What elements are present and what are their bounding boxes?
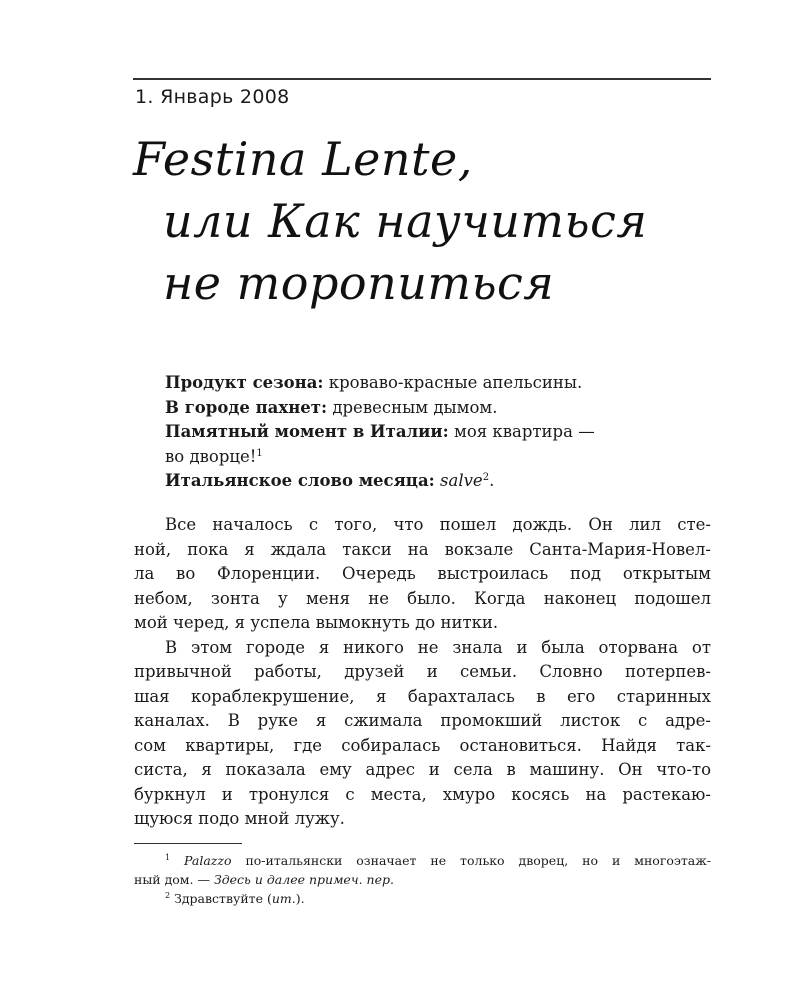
footnote-1-cont-italic: Здесь и далее примеч. пер.	[213, 872, 394, 887]
footnote-2-number: 2	[165, 891, 171, 900]
fact-italian-word	[165, 469, 725, 494]
paragraph-1	[134, 513, 711, 636]
fact-memorable-moment	[165, 420, 725, 445]
footnote-1-cont: ный дом. —	[134, 872, 214, 887]
text-line: сом квартиры, где собиралась остановиться. Найдя так-	[134, 735, 711, 755]
body-text	[134, 513, 711, 832]
chapter-label: 1. Январь 2008	[135, 86, 290, 108]
text-line: систа, я показала ему адрес и села в машину. Он что-то	[134, 760, 711, 779]
footnote-1-line-2	[134, 870, 711, 889]
text-line: буркнул и тронулся с места, хмуро косясь на растекаю-	[134, 784, 711, 804]
text-line: ной, пока я ждала такси на вокзале Санта-Мария-Новел-	[134, 539, 711, 559]
footnote-rule	[134, 843, 242, 844]
text-line: шая кораблекрушение, я барахталась в его старинных	[134, 686, 711, 706]
fact-label: Итальянское слово месяца:	[165, 471, 435, 490]
footnote-1-text: по-итальянски означает не только дворец, но и многоэтаж-	[231, 853, 711, 868]
fact-label: Продукт сезона:	[165, 373, 324, 392]
title-line-3: не торопиться	[163, 256, 555, 310]
text-line: мой черед, я успела вымокнуть до нитки.	[134, 613, 499, 632]
fact-value-tail: .	[489, 471, 495, 490]
text-line: щуюся подо мной лужу.	[134, 809, 345, 828]
fact-label: Памятный момент в Италии:	[165, 422, 449, 441]
text-line: привычной работы, друзей и семьи. Словно потерпев-	[134, 662, 711, 681]
fact-value: кроваво-красные апельсины.	[323, 373, 583, 392]
paragraph-2	[134, 636, 711, 832]
text-line: Все началось с того, что пошел дождь. Он лил сте-	[165, 515, 711, 534]
text-line: небом, зонта у меня не было. Когда наконец подошел	[134, 588, 711, 608]
footnote-2	[134, 889, 711, 908]
fact-label: В городе пахнет:	[165, 397, 328, 417]
fact-value-italic: salve	[440, 471, 483, 490]
text-line: В этом городе я никого не знала и была оторвана от	[165, 637, 711, 657]
chapter-title	[133, 128, 647, 314]
text-line: ла во Флоренции. Очередь выстроилась под открытым	[134, 564, 711, 583]
footnote-2-italic: ит.	[271, 891, 296, 906]
title-line-2: или Как научиться	[163, 194, 648, 248]
title-line-1: Festina Lente,	[133, 132, 473, 186]
footnote-2-tail: ).	[295, 891, 305, 906]
footnote-1	[134, 851, 711, 889]
fact-memorable-moment-cont	[165, 445, 725, 470]
footnote-2-text: Здравствуйте (	[170, 891, 272, 906]
text-line: каналах. В руке я сжимала промокший листок с адре-	[134, 711, 711, 730]
fact-city-smell	[165, 396, 725, 421]
facts-block	[165, 371, 725, 494]
footnote-1-line-1	[134, 851, 711, 870]
footnote-1-italic: Palazzo	[184, 853, 232, 868]
fact-value-cont: во дворце!	[165, 446, 257, 466]
footnote-1-number: 1	[165, 853, 171, 862]
footnote-2-line	[134, 889, 711, 908]
fact-value: древесным дымом.	[327, 397, 498, 417]
footnotes	[134, 851, 711, 908]
footnote-ref-2: 2	[482, 472, 490, 483]
top-rule	[133, 78, 711, 80]
fact-season-product	[165, 371, 725, 396]
fact-value: моя квартира —	[448, 422, 595, 441]
footnote-ref-1: 1	[256, 447, 263, 459]
